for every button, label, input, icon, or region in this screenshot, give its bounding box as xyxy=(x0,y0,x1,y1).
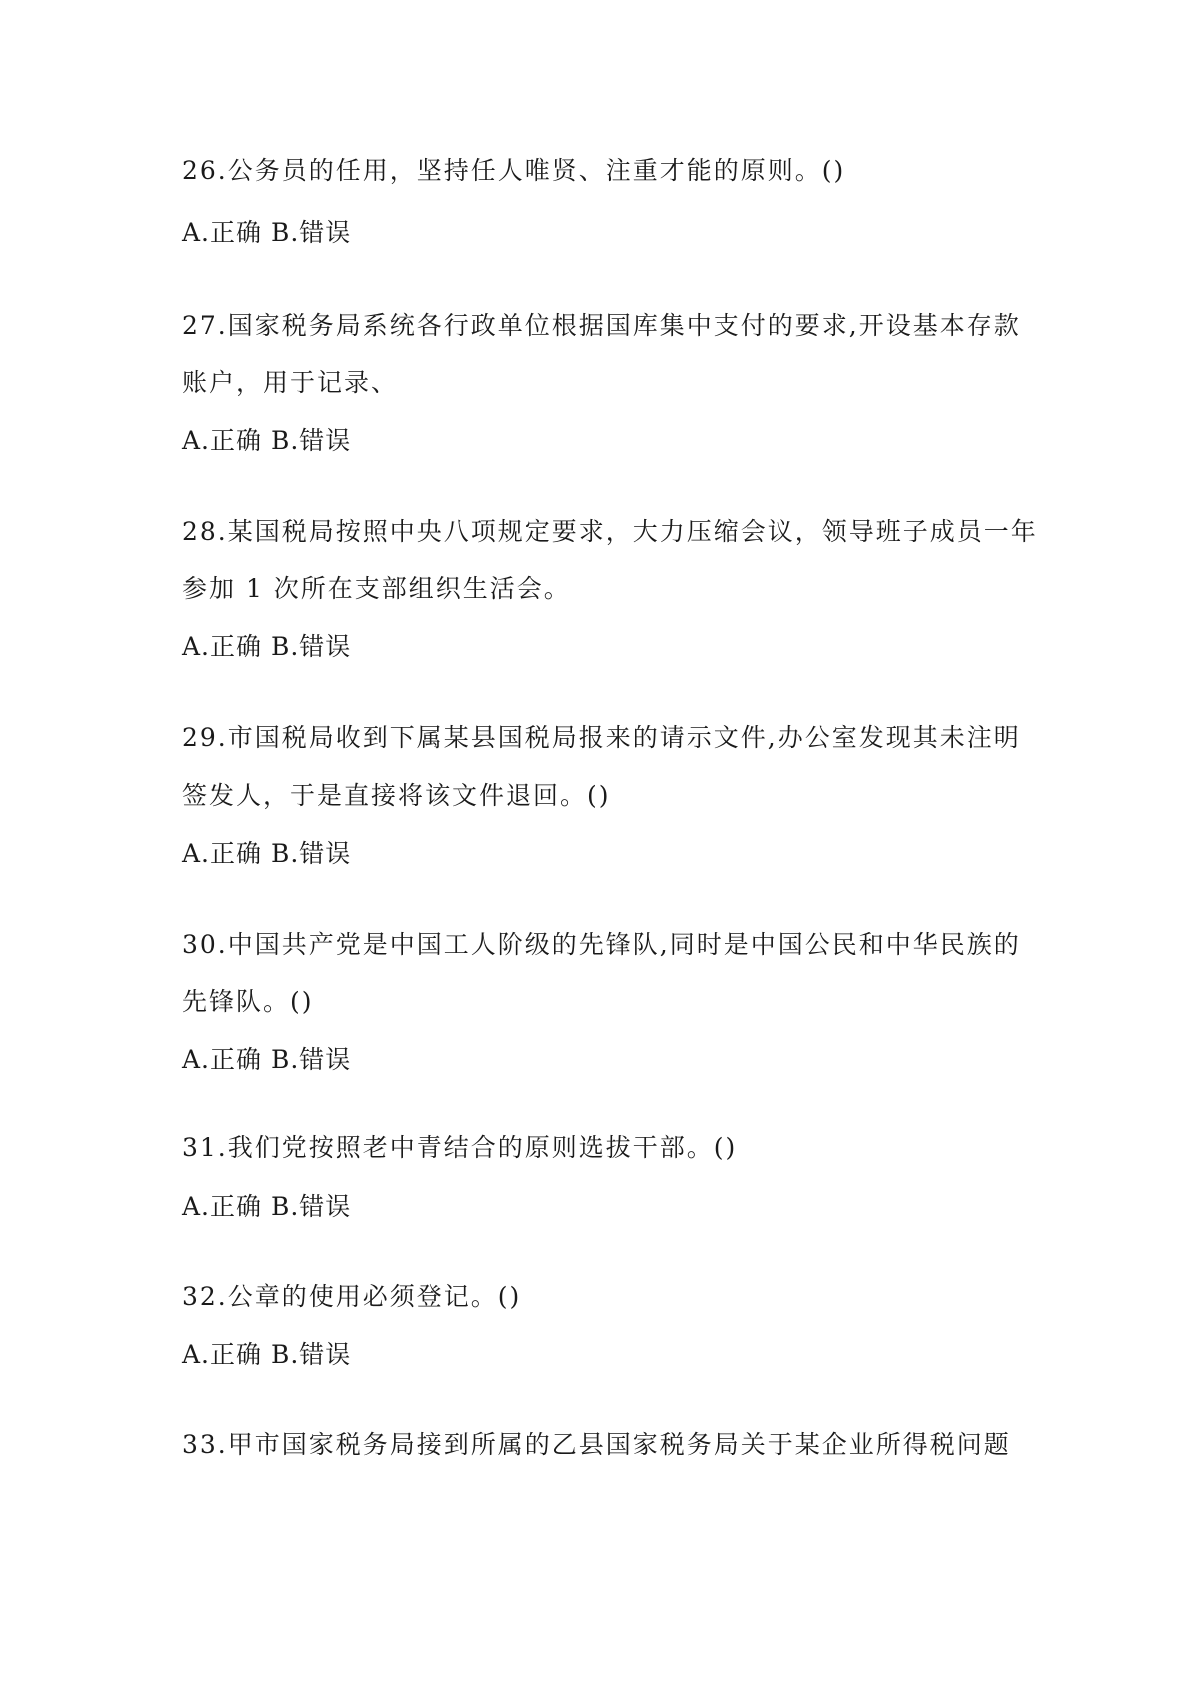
question-32-line-1: 32.公章的使用必须登记。() xyxy=(182,1282,522,1311)
question-31-line-1: 31.我们党按照老中青结合的原则选拔干部。() xyxy=(182,1133,738,1162)
question-33-line-1: 33.甲市国家税务局接到所属的乙县国家税务局关于某企业所得税问题 xyxy=(182,1430,1011,1459)
question-29-line-2: 签发人，于是直接将该文件退回。() xyxy=(182,781,611,810)
question-28-line-2: 参加 1 次所在支部组织生活会。 xyxy=(182,574,571,603)
question-26-line-1: 26.公务员的任用，坚持任人唯贤、注重才能的原则。() xyxy=(182,156,846,185)
question-30-line-2: 先锋队。() xyxy=(182,987,314,1016)
question-27-line-1: 27.国家税务局系统各行政单位根据国库集中支付的要求,开设基本存款 xyxy=(182,311,1021,340)
question-28-line-1: 28.某国税局按照中央八项规定要求，大力压缩会议，领导班子成员一年 xyxy=(182,517,1038,546)
question-31-options: A.正确 B.错误 xyxy=(182,1192,352,1221)
question-27-options: A.正确 B.错误 xyxy=(182,426,352,455)
question-27-line-2: 账户，用于记录、 xyxy=(182,368,399,397)
question-29-line-1: 29.市国税局收到下属某县国税局报来的请示文件,办公室发现其未注明 xyxy=(182,723,1021,752)
question-30-options: A.正确 B.错误 xyxy=(182,1045,352,1074)
question-29-options: A.正确 B.错误 xyxy=(182,839,352,868)
question-26-options: A.正确 B.错误 xyxy=(182,218,352,247)
question-30-line-1: 30.中国共产党是中国工人阶级的先锋队,同时是中国公民和中华民族的 xyxy=(182,930,1021,959)
question-32-options: A.正确 B.错误 xyxy=(182,1340,352,1369)
question-28-options: A.正确 B.错误 xyxy=(182,632,352,661)
